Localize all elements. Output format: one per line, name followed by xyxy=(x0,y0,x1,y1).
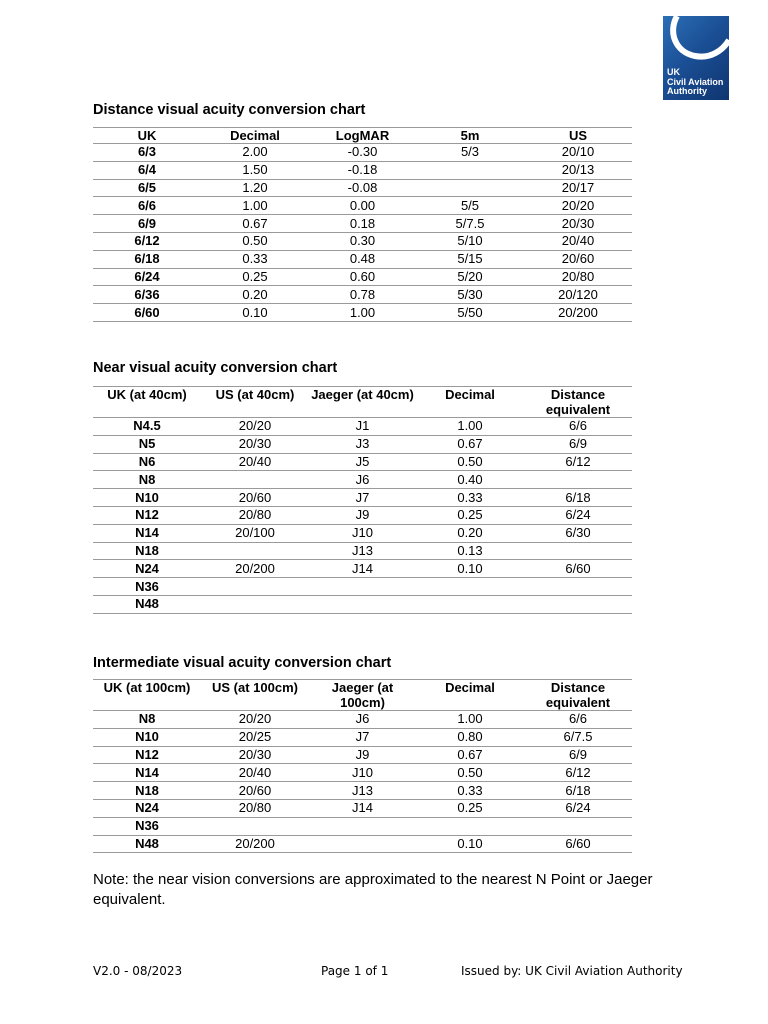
column-header: Decimal xyxy=(416,387,524,418)
row-key-cell: N48 xyxy=(93,595,201,613)
table-cell: J14 xyxy=(309,560,416,578)
table-cell: 0.60 xyxy=(309,268,416,286)
row-key-cell: N36 xyxy=(93,817,201,835)
distance-chart-title: Distance visual acuity conversion chart xyxy=(93,102,366,118)
row-key-cell: N10 xyxy=(93,728,201,746)
table-row xyxy=(93,286,632,304)
table-cell: 20/60 xyxy=(524,250,632,268)
table-cell: 20/100 xyxy=(201,524,309,542)
table-header-row xyxy=(93,680,632,711)
table-row xyxy=(93,179,632,197)
table-cell: 6/12 xyxy=(524,453,632,471)
table-cell xyxy=(309,817,416,835)
table-cell: 0.10 xyxy=(416,835,524,853)
column-header: Distance equivalent xyxy=(524,680,632,711)
table-cell: 5/20 xyxy=(416,268,524,286)
table-row xyxy=(93,560,632,578)
table-cell: 20/80 xyxy=(524,268,632,286)
column-header: US (at 100cm) xyxy=(201,680,309,711)
table-row xyxy=(93,418,632,436)
table-cell xyxy=(309,595,416,613)
column-header: UK (at 40cm) xyxy=(93,387,201,418)
table-cell xyxy=(524,471,632,489)
table-cell: J14 xyxy=(309,799,416,817)
table-cell: 0.25 xyxy=(201,268,309,286)
column-header: Decimal xyxy=(416,680,524,711)
table-cell: 1.00 xyxy=(416,418,524,436)
table-cell xyxy=(524,595,632,613)
table-cell: 2.00 xyxy=(201,144,309,162)
table-cell: 5/10 xyxy=(416,232,524,250)
table-header-row xyxy=(93,387,632,418)
table-cell xyxy=(416,179,524,197)
table-cell: 0.67 xyxy=(201,215,309,233)
row-key-cell: N18 xyxy=(93,782,201,800)
table-row xyxy=(93,453,632,471)
row-key-cell: N12 xyxy=(93,746,201,764)
table-row xyxy=(93,250,632,268)
table-cell: 6/6 xyxy=(524,711,632,729)
table-cell xyxy=(416,161,524,179)
row-key-cell: N12 xyxy=(93,506,201,524)
table-cell: 5/50 xyxy=(416,304,524,322)
column-header: UK xyxy=(93,128,201,144)
table-cell: 0.33 xyxy=(416,489,524,507)
table-cell: 0.78 xyxy=(309,286,416,304)
distance-acuity-table xyxy=(93,127,632,322)
table-cell: 5/5 xyxy=(416,197,524,215)
logo-wordmark xyxy=(667,68,723,97)
logo-line: Civil Aviation xyxy=(667,76,724,87)
row-key-cell: N5 xyxy=(93,435,201,453)
row-key-cell: N8 xyxy=(93,471,201,489)
table-cell: 20/40 xyxy=(201,453,309,471)
table-cell xyxy=(201,542,309,560)
table-cell: 0.50 xyxy=(201,232,309,250)
row-key-cell: N24 xyxy=(93,799,201,817)
table-cell: 20/60 xyxy=(201,489,309,507)
table-cell: 0.18 xyxy=(309,215,416,233)
table-cell: 6/60 xyxy=(524,560,632,578)
column-header: Jaeger (at 40cm) xyxy=(309,387,416,418)
table-cell: 1.20 xyxy=(201,179,309,197)
table-cell: 0.20 xyxy=(416,524,524,542)
footer-version: V2.0 - 08/2023 xyxy=(93,964,183,978)
near-acuity-table xyxy=(93,386,632,614)
table-row xyxy=(93,471,632,489)
table-row xyxy=(93,304,632,322)
table-cell: 0.25 xyxy=(416,799,524,817)
table-cell: 0.13 xyxy=(416,542,524,560)
table-cell: 0.20 xyxy=(201,286,309,304)
table-cell: J7 xyxy=(309,728,416,746)
column-header: US (at 40cm) xyxy=(201,387,309,418)
table-cell: 20/30 xyxy=(201,435,309,453)
row-key-cell: N36 xyxy=(93,578,201,596)
table-row xyxy=(93,506,632,524)
table-cell: 5/30 xyxy=(416,286,524,304)
row-key-cell: 6/18 xyxy=(93,250,201,268)
table-cell: 0.10 xyxy=(416,560,524,578)
table-cell: J6 xyxy=(309,711,416,729)
table-cell: 1.50 xyxy=(201,161,309,179)
table-cell: J10 xyxy=(309,524,416,542)
conversion-note: Note: the near vision conversions are approximated to the nearest N Point or Jaeger equivalent. xyxy=(93,871,653,908)
table-cell: 20/40 xyxy=(524,232,632,250)
table-cell xyxy=(201,817,309,835)
table-row xyxy=(93,435,632,453)
table-row xyxy=(93,728,632,746)
table-cell: 0.25 xyxy=(416,506,524,524)
table-cell: 0.00 xyxy=(309,197,416,215)
table-cell xyxy=(524,542,632,560)
table-cell: 20/200 xyxy=(201,835,309,853)
intermediate-acuity-table xyxy=(93,679,632,853)
table-cell: 6/18 xyxy=(524,782,632,800)
row-key-cell: N4.5 xyxy=(93,418,201,436)
near-chart-title: Near visual acuity conversion chart xyxy=(93,360,338,376)
row-key-cell: N14 xyxy=(93,524,201,542)
table-row xyxy=(93,144,632,162)
table-cell: 20/40 xyxy=(201,764,309,782)
table-row xyxy=(93,595,632,613)
table-cell xyxy=(416,595,524,613)
row-key-cell: N10 xyxy=(93,489,201,507)
table-cell: 5/7.5 xyxy=(416,215,524,233)
table-cell: -0.08 xyxy=(309,179,416,197)
row-key-cell: 6/4 xyxy=(93,161,201,179)
table-cell: 6/30 xyxy=(524,524,632,542)
table-cell: 6/7.5 xyxy=(524,728,632,746)
table-row xyxy=(93,215,632,233)
table-row xyxy=(93,232,632,250)
table-row xyxy=(93,817,632,835)
table-cell: 20/200 xyxy=(201,560,309,578)
table-cell: 0.67 xyxy=(416,746,524,764)
table-cell: J9 xyxy=(309,506,416,524)
table-cell: 20/25 xyxy=(201,728,309,746)
column-header: Distance equivalent xyxy=(524,387,632,418)
table-cell xyxy=(309,835,416,853)
column-header: LogMAR xyxy=(309,128,416,144)
table-row xyxy=(93,578,632,596)
column-header: Jaeger (at 100cm) xyxy=(309,680,416,711)
row-key-cell: N24 xyxy=(93,560,201,578)
row-key-cell: 6/36 xyxy=(93,286,201,304)
row-key-cell: 6/6 xyxy=(93,197,201,215)
table-cell: 5/3 xyxy=(416,144,524,162)
table-cell: 0.10 xyxy=(201,304,309,322)
row-key-cell: N48 xyxy=(93,835,201,853)
table-cell: 20/13 xyxy=(524,161,632,179)
table-cell: 0.30 xyxy=(309,232,416,250)
table-cell: 20/80 xyxy=(201,799,309,817)
table-row xyxy=(93,542,632,560)
table-cell: 20/80 xyxy=(201,506,309,524)
table-cell: 0.33 xyxy=(201,250,309,268)
table-cell: -0.18 xyxy=(309,161,416,179)
table-cell: 0.80 xyxy=(416,728,524,746)
table-cell: 0.48 xyxy=(309,250,416,268)
table-cell: 6/12 xyxy=(524,764,632,782)
table-cell: 6/9 xyxy=(524,435,632,453)
table-cell: 20/200 xyxy=(524,304,632,322)
column-header: US xyxy=(524,128,632,144)
table-row xyxy=(93,799,632,817)
caa-logo xyxy=(663,16,729,100)
column-header: Decimal xyxy=(201,128,309,144)
table-row xyxy=(93,746,632,764)
table-cell: J6 xyxy=(309,471,416,489)
row-key-cell: 6/3 xyxy=(93,144,201,162)
table-cell: 20/10 xyxy=(524,144,632,162)
row-key-cell: N18 xyxy=(93,542,201,560)
row-key-cell: N14 xyxy=(93,764,201,782)
table-cell xyxy=(201,578,309,596)
table-cell: 20/120 xyxy=(524,286,632,304)
table-row xyxy=(93,197,632,215)
table-cell: 1.00 xyxy=(201,197,309,215)
row-key-cell: 6/12 xyxy=(93,232,201,250)
table-cell: 1.00 xyxy=(309,304,416,322)
table-cell: 0.67 xyxy=(416,435,524,453)
logo-line: UK xyxy=(667,67,680,77)
table-cell: 6/9 xyxy=(524,746,632,764)
table-cell: 6/60 xyxy=(524,835,632,853)
table-cell: J5 xyxy=(309,453,416,471)
table-cell: J10 xyxy=(309,764,416,782)
row-key-cell: 6/24 xyxy=(93,268,201,286)
table-row xyxy=(93,711,632,729)
column-header: 5m xyxy=(416,128,524,144)
table-cell: 20/20 xyxy=(201,418,309,436)
table-cell: 6/24 xyxy=(524,506,632,524)
table-cell: J7 xyxy=(309,489,416,507)
table-row xyxy=(93,161,632,179)
table-cell xyxy=(416,817,524,835)
table-row xyxy=(93,489,632,507)
table-cell: 20/60 xyxy=(201,782,309,800)
table-cell xyxy=(416,578,524,596)
table-cell: 5/15 xyxy=(416,250,524,268)
table-row xyxy=(93,782,632,800)
table-cell: J13 xyxy=(309,542,416,560)
table-cell: J1 xyxy=(309,418,416,436)
table-row xyxy=(93,835,632,853)
logo-line: Authority xyxy=(667,86,707,96)
table-cell: J3 xyxy=(309,435,416,453)
table-cell: 0.50 xyxy=(416,764,524,782)
row-key-cell: 6/5 xyxy=(93,179,201,197)
table-cell xyxy=(524,578,632,596)
intermediate-chart-title: Intermediate visual acuity conversion chart xyxy=(93,655,392,671)
row-key-cell: N6 xyxy=(93,453,201,471)
table-cell: 20/30 xyxy=(201,746,309,764)
table-cell: 0.33 xyxy=(416,782,524,800)
table-cell xyxy=(309,578,416,596)
table-cell: J13 xyxy=(309,782,416,800)
table-row xyxy=(93,268,632,286)
table-cell: 20/20 xyxy=(524,197,632,215)
row-key-cell: 6/9 xyxy=(93,215,201,233)
table-cell: 20/30 xyxy=(524,215,632,233)
table-cell: 6/6 xyxy=(524,418,632,436)
table-row xyxy=(93,524,632,542)
table-cell xyxy=(201,471,309,489)
table-cell: 6/18 xyxy=(524,489,632,507)
row-key-cell: N8 xyxy=(93,711,201,729)
table-cell: J9 xyxy=(309,746,416,764)
table-cell xyxy=(524,817,632,835)
table-cell: 20/17 xyxy=(524,179,632,197)
row-key-cell: 6/60 xyxy=(93,304,201,322)
table-row xyxy=(93,764,632,782)
table-cell xyxy=(201,595,309,613)
table-cell: 1.00 xyxy=(416,711,524,729)
table-cell: 20/20 xyxy=(201,711,309,729)
footer-issuer: Issued by: UK Civil Aviation Authority xyxy=(461,964,683,978)
column-header: UK (at 100cm) xyxy=(93,680,201,711)
table-header-row xyxy=(93,128,632,144)
footer-page-number: Page 1 of 1 xyxy=(321,964,389,978)
table-cell: 0.40 xyxy=(416,471,524,489)
table-cell: 0.50 xyxy=(416,453,524,471)
table-cell: -0.30 xyxy=(309,144,416,162)
table-cell: 6/24 xyxy=(524,799,632,817)
